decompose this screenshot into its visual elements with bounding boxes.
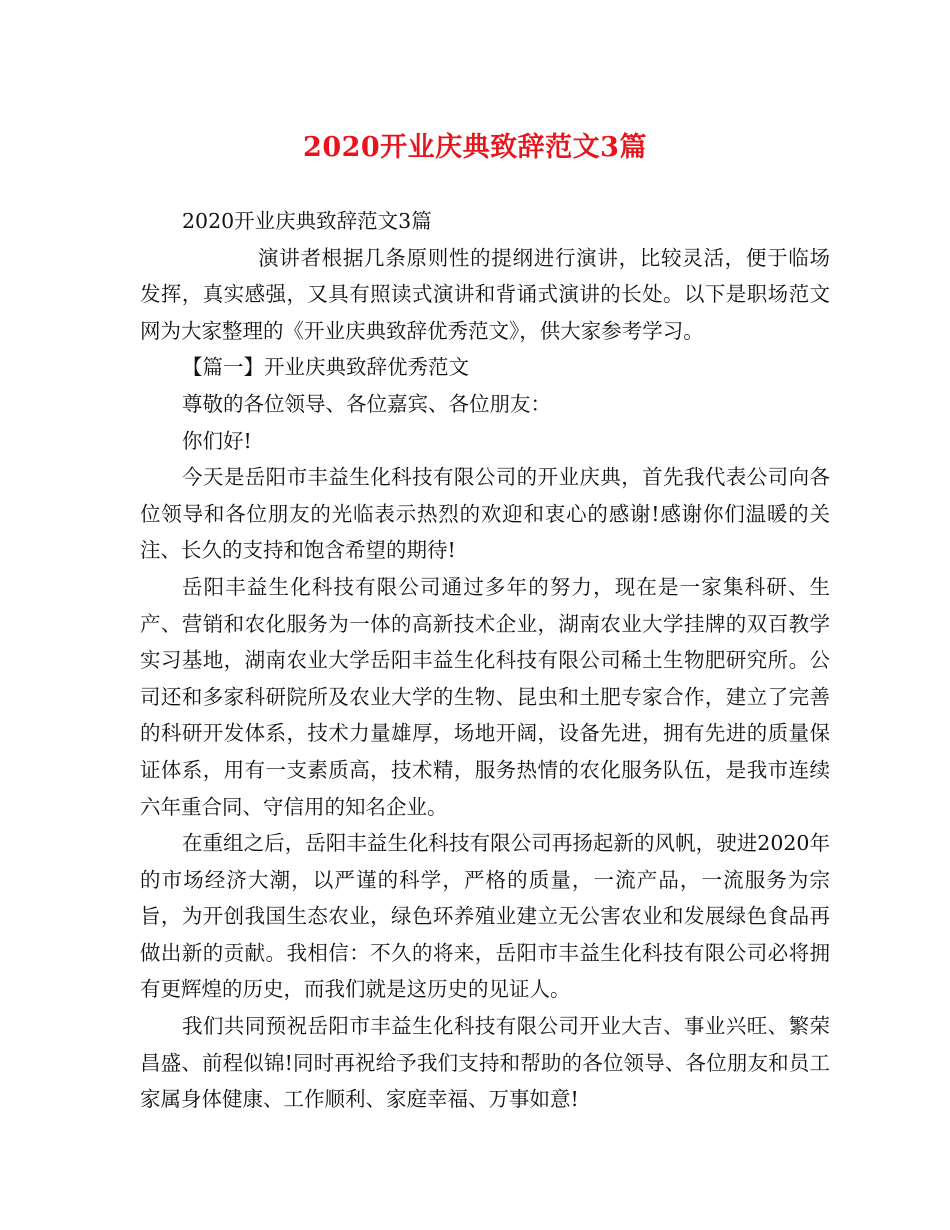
document-title: 2020开业庆典致辞范文3篇 xyxy=(303,132,647,163)
paragraph-welcome: 今天是岳阳市丰益生化科技有限公司的开业庆典，首先我代表公司向各位领导和各位朋友的光临表示热烈的欢迎和衷心的感谢!感谢你们温暖的关注、长久的支持和饱含希望的期待! xyxy=(140,465,830,563)
paragraph-salutation: 尊敬的各位领导、各位嘉宾、各位朋友： xyxy=(182,391,551,416)
paragraph-intro: 演讲者根据几条原则性的提纲进行演讲，比较灵活，便于临场发挥，真实感强，又具有照读式演讲和背诵式演讲的长处。以下是职场范文网为大家整理的《开业庆典致辞优秀范文》，供大家参考学习。 xyxy=(140,245,830,343)
paragraph-future: 在重组之后，岳阳丰益生化科技有限公司再扬起新的风帆，驶进2020年的市场经济大潮，以严谨的科学，严格的质量，一流产品，一流服务为宗旨，为开创我国生态农业，绿色环养殖业建立无公害农业和发展绿色食品再做出新的贡献。我相信：不久的将来，岳阳市丰益生化科技有限公司必将拥有更辉煌的历史，而我们就是这历史的见证人。 xyxy=(140,831,830,1002)
document-body xyxy=(140,203,830,1118)
paragraph-closing: 我们共同预祝岳阳市丰益生化科技有限公司开业大吉、事业兴旺、繁荣昌盛、前程似锦!同时再祝给予我们支持和帮助的各位领导、各位朋友和员工家属身体健康、工作顺利、家庭幸福、万事如意! xyxy=(140,1014,830,1112)
paragraph-greeting: 你们好! xyxy=(182,428,252,453)
paragraph-subtitle: 2020开业庆典致辞范文3篇 xyxy=(182,209,432,233)
paragraph-section-heading: 【篇一】开业庆典致辞优秀范文 xyxy=(182,355,469,380)
paragraph-company-intro: 岳阳丰益生化科技有限公司通过多年的努力，现在是一家集科研、生产、营销和农化服务为一体的高新技术企业，湖南农业大学挂牌的双百教学实习基地，湖南农业大学岳阳丰益生化科技有限公司稀土生物肥研究所。公司还和多家科研院所及农业大学的生物、昆虫和土肥专家合作，建立了完善的科研开发体系，技术力量雄厚，场地开阔，设备先进，拥有先进的质量保证体系，用有一支素质高，技术精，服务热情的农化服务队伍，是我市连续六年重合同、守信用的知名企业。 xyxy=(140,574,830,819)
